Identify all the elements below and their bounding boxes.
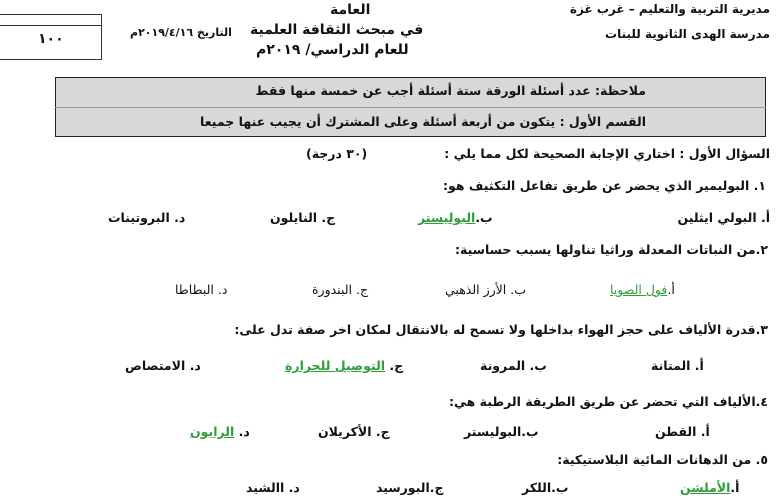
- item-3-option-a: أ. المتانة: [651, 358, 704, 373]
- item-2-option-b: ب. الأرز الذهبي: [445, 282, 526, 297]
- item-3-option-c: ج. التوصيل للحرارة: [285, 358, 404, 373]
- item-1-option-a: أ. البولي ايثلين: [677, 210, 770, 225]
- question-marks: (٣٠ درجة): [306, 146, 368, 161]
- item-2-option-d: د. البطاطا: [175, 282, 228, 297]
- score-box: [0, 14, 102, 60]
- item-4-option-c: ج. الأكريلان: [318, 424, 390, 439]
- score-divider: [0, 25, 102, 26]
- question-title: السؤال الأول : اختاري الإجابة الصحيحة لكل مما يلي :: [444, 146, 770, 161]
- score-value: ١٠٠: [38, 31, 64, 47]
- exam-type: العامة: [330, 2, 371, 18]
- notes-line-2: القسم الأول : يتكون من أربعة أسئلة وعلى المشترك أن يجيب عنها جميعا: [200, 114, 646, 129]
- item-2-stem: ٢.من النباتات المعدلة وراثيا تناولها يسبب حساسية:: [454, 242, 768, 257]
- item-5-option-d: د. االشيد: [246, 480, 300, 495]
- exam-subject: في مبحث الثقافة العلمية: [250, 22, 424, 38]
- item-2-option-c: ج. البندورة: [312, 282, 369, 297]
- item-1-option-c: ج. النايلون: [270, 210, 336, 225]
- item-5-stem: ٥. من الدهانات المائية البلاستيكية:: [557, 452, 768, 467]
- notes-divider: [55, 107, 766, 108]
- school-name: مدرسة الهدى الثانوية للبنات: [605, 27, 770, 41]
- item-4-option-a: أ. القطن: [655, 424, 710, 439]
- notes-line-1: ملاحظة: عدد أسئلة الورقة ستة أسئلة أجب عن خمسة منها فقط: [255, 83, 646, 98]
- item-2-option-a: أ.فول الصويا: [610, 282, 675, 297]
- item-5-option-c: ج.البورسيد: [376, 480, 444, 495]
- item-5-option-a: أ.الأملشن: [680, 480, 740, 495]
- item-1-option-d: د. البروتينات: [108, 210, 186, 225]
- item-1-stem: ١. البوليمير الذي يحضر عن طريق تفاعل التكثيف هو:: [443, 178, 766, 193]
- academic-year: للعام الدراسي/ ٢٠١٩م: [256, 42, 409, 58]
- exam-date: التاريخ ٢٠١٩/٤/١٦م: [130, 26, 232, 39]
- item-4-stem: ٤.الألياف التي تحضر عن طريق الطريقة الرطبة هي:: [449, 394, 768, 409]
- item-3-stem: ٣.قدرة الألياف على حجز الهواء بداخلها ولا تسمح له بالانتقال لمكان اخر صفة تدل على:: [234, 322, 768, 337]
- directorate-name: مديرية التربية والتعليم – غرب غزة: [569, 2, 770, 16]
- item-3-option-b: ب. المرونة: [480, 358, 547, 373]
- item-4-option-d: د. الرايون: [190, 424, 250, 439]
- item-3-option-d: د. الامتصاص: [125, 358, 201, 373]
- item-1-option-b: ب.البوليستر: [418, 210, 493, 225]
- item-5-option-b: ب.اللكر: [522, 480, 569, 495]
- item-4-option-b: ب.البوليستر: [464, 424, 539, 439]
